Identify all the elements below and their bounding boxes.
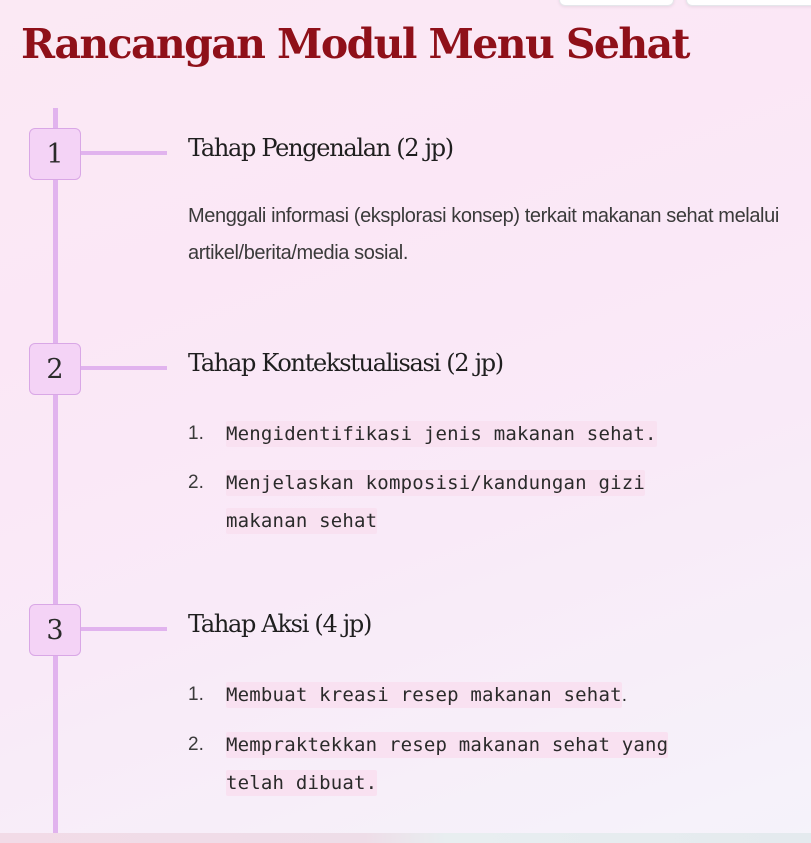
- step-title: Tahap Pengenalan (2 jp): [188, 134, 453, 162]
- step-title: Tahap Aksi (4 jp): [188, 610, 372, 638]
- list-item-line: Membuat kreasi resep makanan sehat: [226, 684, 622, 706]
- list-item-text: [226, 464, 645, 540]
- list-number: 2.: [188, 472, 204, 493]
- list-number: 1.: [188, 423, 204, 444]
- top-tab[interactable]: [559, 0, 674, 6]
- step-connector: [81, 366, 167, 370]
- step-connector: [81, 627, 167, 631]
- step-description: Menggali informasi (eksplorasi konsep) terkait makanan sehat melalui artikel/berita/media sosial.: [188, 205, 779, 264]
- list-number: 1.: [188, 684, 204, 705]
- list-item-line: Mengidentifikasi jenis makanan sehat.: [226, 423, 657, 445]
- step-number-badge: 3: [29, 604, 81, 656]
- list-item: [188, 415, 657, 453]
- page-title: Rancangan Modul Menu Sehat: [21, 20, 689, 68]
- list-item-text: [226, 726, 668, 802]
- timeline-line: [53, 108, 58, 843]
- step-number-badge: 2: [29, 343, 81, 395]
- list-item-text: [226, 415, 657, 453]
- bottom-bar: [0, 833, 811, 843]
- list-item-line: makanan sehat: [226, 510, 378, 532]
- list-number: 2.: [188, 734, 204, 755]
- top-tab[interactable]: [686, 0, 811, 6]
- list-item-tail: .: [621, 685, 628, 706]
- list-item-text: [226, 676, 627, 715]
- list-item: [188, 676, 668, 715]
- list-item-line: telah dibuat.: [226, 772, 378, 794]
- step-list: [188, 676, 668, 813]
- step-list: [188, 415, 657, 551]
- list-item: [188, 726, 668, 802]
- step-connector: [81, 151, 167, 155]
- list-item-line: Mempraktekkan resep makanan sehat yang: [226, 734, 669, 756]
- step-title: Tahap Kontekstualisasi (2 jp): [188, 349, 503, 377]
- step-number-badge: 1: [29, 128, 81, 180]
- list-item-line: Menjelaskan komposisi/kandungan gizi: [226, 472, 646, 494]
- list-item: [188, 464, 657, 540]
